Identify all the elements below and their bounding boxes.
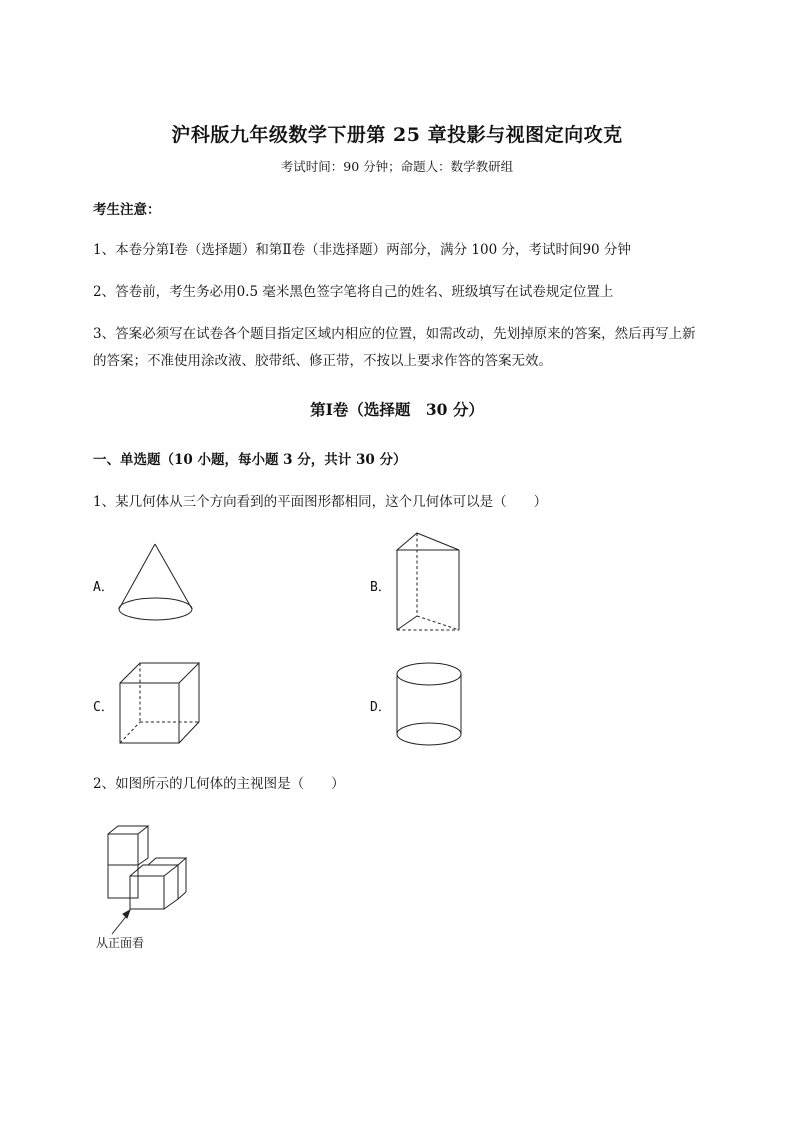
option-a-label[interactable]: A． xyxy=(93,580,114,595)
notice-heading: 考生注意： xyxy=(93,202,161,218)
triangular-prism-figure-icon xyxy=(394,530,464,634)
part-heading: 一、单选题（10 小题，每小题 3 分，共计 30 分） xyxy=(93,452,407,468)
cylinder-figure-icon xyxy=(396,662,464,748)
cone-figure-icon xyxy=(115,542,197,622)
notice-item-3: 3、答案必须写在试卷各个题目指定区域内相应的位置，如需改动，先划掉原来的答案，然后再写上新 xyxy=(93,326,696,342)
page-title: 沪科版九年级数学下册第 25 章投影与视图定向攻克 xyxy=(171,124,623,146)
question-2-text: 2、如图所示的几何体的主视图是（ ） xyxy=(93,776,345,792)
exam-info: 考试时间：90 分钟；命题人：数学教研组 xyxy=(280,159,514,174)
notice-item-1: 1、本卷分第Ⅰ卷（选择题）和第Ⅱ卷（非选择题）两部分，满分 100 分，考试时间90 分钟 xyxy=(93,242,631,258)
notice-item-3-cont: 的答案；不准使用涂改液、胶带纸、修正带，不按以上要求作答的答案无效。 xyxy=(93,353,552,369)
figure-caption: 从正面看 xyxy=(96,936,145,950)
section-title: 第Ⅰ卷（选择题 30 分） xyxy=(310,400,484,419)
stacked-cubes-figure-icon xyxy=(96,822,196,922)
question-1-text: 1、某几何体从三个方向看到的平面图形都相同，这个几何体可以是（ ） xyxy=(93,494,548,510)
notice-item-2: 2、答卷前，考生务必用0.5 毫米黑色签字笔将自己的姓名、班级填写在试卷规定位置上 xyxy=(93,284,614,300)
option-c-label[interactable]: C． xyxy=(93,700,114,715)
option-d-label[interactable]: D． xyxy=(370,700,391,715)
cube-figure-icon xyxy=(118,660,202,746)
option-b-label[interactable]: B． xyxy=(370,580,391,595)
